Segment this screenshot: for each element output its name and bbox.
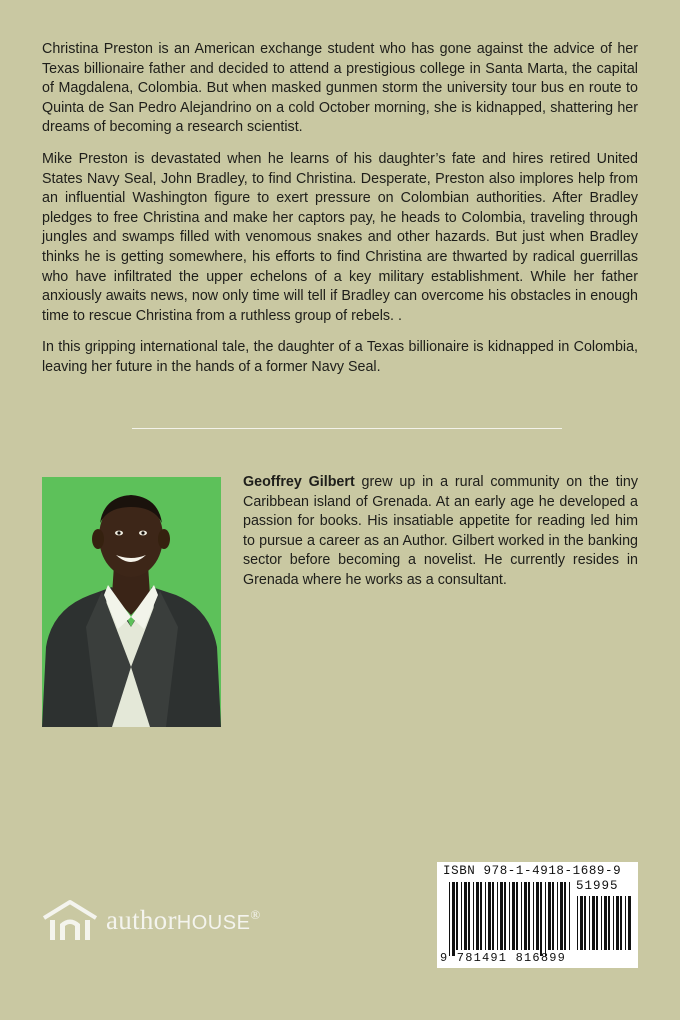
synopsis-paragraph-1: Christina Preston is an American exchange student who has gone against the advice of her Texas billionaire father and decided to attend a prestigious college in Santa Marta, the capital of Magdalena, Colombia. But when masked gunmen storm the university tour bus en route to Quinta de San Pedro Alejandrino on a cold October morning, she is kidnapped, shattering her dreams of becoming a research scientist. [42, 41, 638, 136]
barcode-bar [540, 882, 542, 956]
barcode-bar [452, 882, 455, 956]
barcode-bar [456, 882, 458, 950]
barcode-bar [584, 896, 586, 950]
barcode-bar [485, 882, 486, 950]
isbn-barcode [437, 862, 638, 968]
barcode-bar [608, 896, 610, 950]
barcode-bar [528, 882, 530, 950]
publisher-wordmark [106, 905, 261, 936]
isbn-label: ISBN 978-1-4918-1689-9 [443, 864, 622, 878]
publisher-logo [42, 898, 261, 942]
barcode-bar [480, 882, 482, 950]
barcode-bar [589, 896, 590, 950]
barcode-digits: 9 781491 816899 [440, 951, 567, 965]
barcode-bar [516, 882, 518, 950]
barcode-bar [464, 882, 467, 950]
barcode-bar [461, 882, 462, 950]
publisher-house-part: HOUSE [176, 911, 251, 934]
barcode-bar [548, 882, 551, 950]
house-logo-icon [42, 898, 98, 942]
barcode-bar [536, 882, 539, 950]
author-portrait-illustration [42, 477, 221, 727]
barcode-bar [560, 882, 563, 950]
barcode-bar [488, 882, 491, 950]
synopsis [42, 40, 638, 390]
barcode-bar [468, 882, 470, 950]
barcode-bar [580, 896, 583, 950]
barcode-bar [625, 896, 626, 950]
author-photo [42, 477, 221, 727]
barcode-bar [533, 882, 534, 950]
barcode-bar [577, 896, 578, 950]
barcode-bar [552, 882, 554, 950]
barcode-bar [476, 882, 479, 950]
barcode-bar [592, 896, 595, 950]
barcode-bar [564, 882, 566, 950]
barcode-bar [628, 896, 631, 950]
price-code: 51995 [576, 879, 619, 893]
registered-mark: ® [250, 906, 261, 922]
synopsis-paragraph-2: Mike Preston is devastated when he learns of his daughter’s fate and hires retired United States Navy Seal, John Bradley, to find Christina. Desperate, Preston also implores help from an influential Washington figure to exert pressure on Colombian authorities. After Bradley pledges to free Christina and make her captors pay, he heads to Colombia, traveling through jungles and swamps filled with venomous snakes and other hazards. But just when Bradley thinks he is getting somewhere, his efforts to find Christina are thwarted by radical guerrillas who have infiltrated the upper echelons of a key military establishment. While her father anxiously awaits news, now only time will tell if Bradley can overcome his obstacles in enough time to rescue Christina from a ruthless group of rebels. . [42, 150, 638, 324]
barcode-bar [449, 882, 450, 956]
author-bio [243, 473, 638, 591]
barcode-bar [524, 882, 527, 950]
author-name: Geoffrey Gilbert [243, 474, 355, 490]
barcode-bar [504, 882, 506, 950]
barcode-bar [557, 882, 558, 950]
barcode-bar [545, 882, 546, 956]
barcode-bar [497, 882, 498, 950]
barcode-bar [616, 896, 619, 950]
barcode-bar [492, 882, 494, 950]
barcode-bar [521, 882, 522, 950]
barcode-bar [473, 882, 474, 950]
author-bio-text: grew up in a rural community on the tiny Caribbean island of Grenada. At an early age he developed a passion for books. His insatiable appetite for reading led him to pursue a career as an Author. Gilbert worked in the banking sector before becoming a novelist. He currently resides in Grenada where he works as a consultant. [243, 474, 639, 588]
publisher-author-part: author [106, 904, 177, 935]
synopsis-paragraph-3: In this gripping international tale, the daughter of a Texas billionaire is kidnapped in Colombia, leaving her future in the hands of a former Navy Seal. [42, 339, 638, 375]
barcode-bar [604, 896, 607, 950]
barcode-bar [596, 896, 598, 950]
barcode-bar [500, 882, 503, 950]
barcode-bar [512, 882, 515, 950]
divider [132, 428, 562, 429]
barcode-bar [613, 896, 614, 950]
barcode-bar [569, 882, 570, 950]
barcode-bar [620, 896, 622, 950]
barcode-bar [509, 882, 510, 950]
barcode-bar [601, 896, 602, 950]
